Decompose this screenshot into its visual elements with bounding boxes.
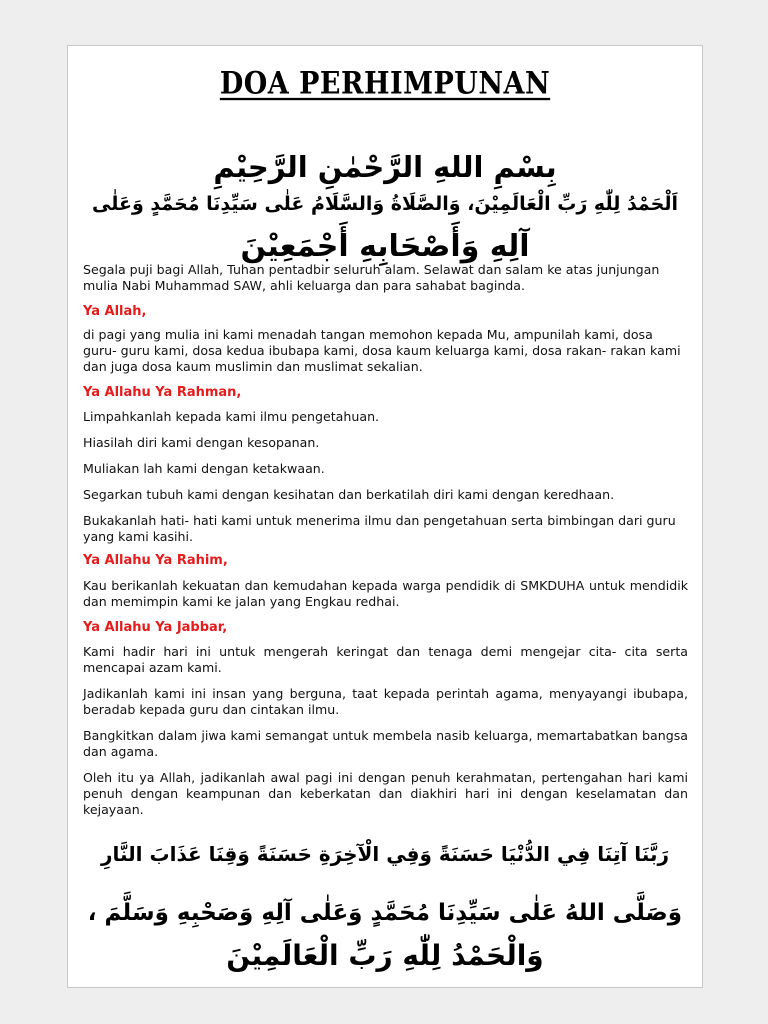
heading-ya-allah: Ya Allah, (83, 304, 147, 319)
rahman-line-1: Limpahkanlah kepada kami ilmu pengetahuan. (83, 409, 380, 424)
heading-ya-jabbar: Ya Allahu Ya Jabbar, (83, 620, 228, 635)
jabbar-paragraph-1: Kami hadir hari ini untuk mengerah keringat dan tenaga demi mengejar cita- cita serta mencapai azam kami. (83, 644, 688, 675)
opening-paragraph: Segala puji bagi Allah, Tuhan pentadbir seluruh alam. Selawat dan salam ke atas junjungan mulia Nabi Muhammad SAW, ahli keluarga dan para sahabat baginda. (83, 262, 660, 293)
arabic-hamdalah-line-1: اَلْحَمْدُ لِلّٰهِ رَبِّ الْعَالَمِيْنَ، وَالصَّلَاةُ وَالسَّلَامُ عَلٰى سَيِّدِنَا مُحَمَّدٍ وَعَلٰى (91, 193, 679, 215)
rahman-line-3: Muliakan lah kami dengan ketakwaan. (83, 461, 325, 476)
jabbar-paragraph-2: Jadikanlah kami ini insan yang berguna, taat kepada perintah agama, menyayangi ibubapa, beradab kepada guru dan cintakan ilmu. (83, 686, 688, 717)
heading-ya-rahman: Ya Allahu Ya Rahman, (83, 385, 242, 400)
rahman-line-4: Segarkan tubuh kami dengan kesihatan dan berkatilah diri kami dengan keredhaan. (83, 487, 615, 502)
arabic-hamdalah-line-2: آلِهِ وَأَصْحَابِهِ أَجْمَعِيْنَ (240, 229, 530, 264)
rahman-line-2: Hiasilah diri kami dengan kesopanan. (83, 435, 320, 450)
jabbar-paragraph-3: Bangkitkan dalam jiwa kami semangat untuk membela nasib keluarga, memartabatkan bangsa dan agama. (83, 728, 688, 759)
document-page (67, 45, 703, 988)
rahman-line-5: Bukakanlah hati- hati kami untuk menerima ilmu dan pengetahuan serta bimbingan dari guru yang kami kasihi. (83, 513, 676, 544)
arabic-basmalah: بِسْمِ اللهِ الرَّحْمٰنِ الرَّحِيْمِ (213, 150, 557, 184)
document-title: DOA PERHIMPUNAN (219, 65, 551, 102)
arabic-final-hamd: وَالْحَمْدُ لِلّٰهِ رَبِّ الْعَالَمِيْنَ (226, 939, 544, 972)
rahim-paragraph: Kau berikanlah kekuatan dan kemudahan kepada warga pendidik di SMKDUHA untuk mendidik dan memimpin kami ke jalan yang Engkau redhai. (83, 578, 688, 609)
jabbar-paragraph-4: Oleh itu ya Allah, jadikanlah awal pagi ini dengan penuh kerahmatan, pertengahan hari kami penuh dengan keampunan dan keberkatan dan diakhiri hari ini dengan keselamatan dan kejayaan. (83, 770, 688, 817)
arabic-salawat: وَصَلَّى اللهُ عَلٰى سَيِّدِنَا مُحَمَّدٍ وَعَلٰى آلِهِ وَصَحْبِهِ وَسَلَّمَ ، (87, 900, 682, 926)
ya-allah-paragraph: di pagi yang mulia ini kami menadah tangan memohon kepada Mu, ampunilah kami, dosa guru- guru kami, dosa kedua ibubapa kami, dosa kaum keluarga kami, dosa rakan- rakan kami dan juga dosa kaum muslimin dan muslimat sekalian. (83, 327, 681, 374)
arabic-closing-dua: رَبَّنَا آتِنَا فِي الدُّنْيَا حَسَنَةً وَفِي الْآخِرَةِ حَسَنَةً وَقِنَا عَذَابَ النَّارِ (100, 842, 669, 866)
heading-ya-rahim: Ya Allahu Ya Rahim, (83, 553, 228, 568)
